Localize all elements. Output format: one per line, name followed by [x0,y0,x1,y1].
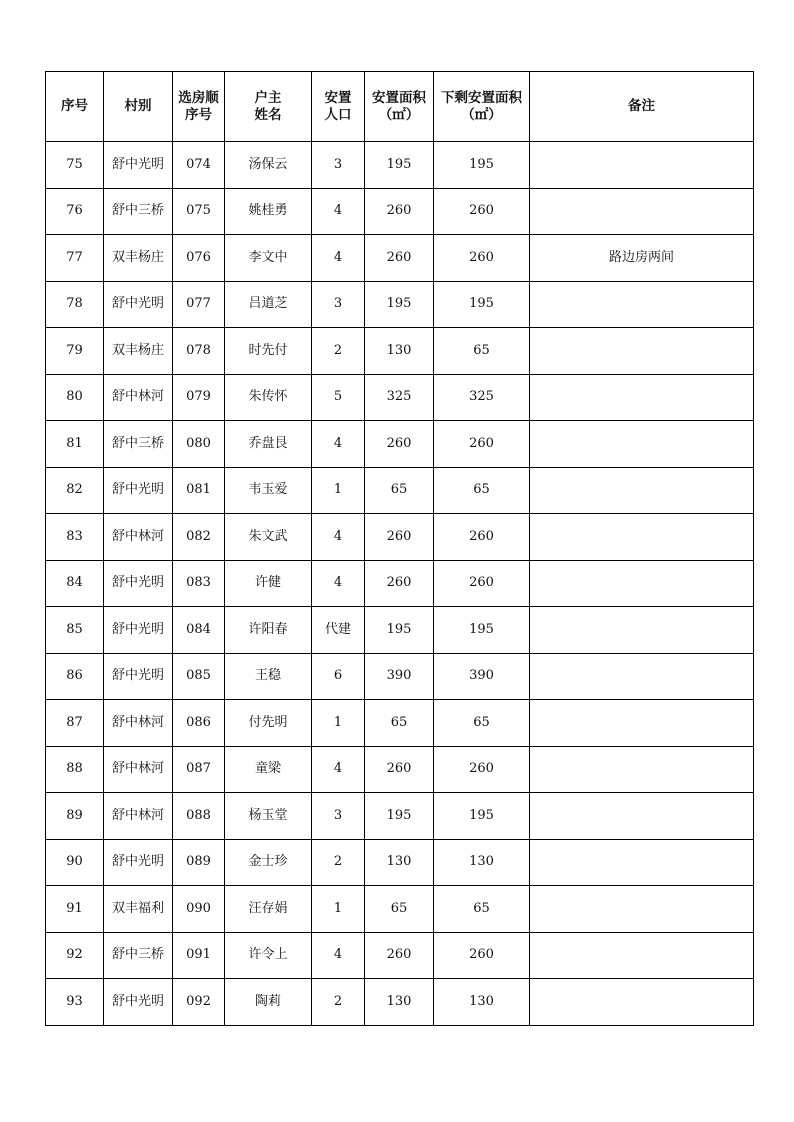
header-population [312,72,365,142]
cell-order: 081 [173,467,225,514]
cell-village: 双丰杨庄 [104,235,173,282]
cell-order: 088 [173,793,225,840]
cell-area: 260 [365,188,434,235]
table-row [46,746,754,793]
cell-remain: 260 [434,560,530,607]
cell-pop: 4 [312,188,365,235]
cell-pop: 4 [312,235,365,282]
cell-note [530,560,754,607]
header-order-line2: 序号 [185,106,212,123]
cell-note [530,886,754,933]
cell-area: 260 [365,421,434,468]
cell-village: 舒中三桥 [104,188,173,235]
cell-note [530,188,754,235]
cell-seq: 82 [46,467,104,514]
cell-order: 080 [173,421,225,468]
cell-area: 260 [365,514,434,561]
table-row [46,421,754,468]
table-row [46,188,754,235]
cell-pop: 3 [312,281,365,328]
cell-area: 195 [365,142,434,189]
table-row [46,653,754,700]
cell-seq: 89 [46,793,104,840]
cell-note [530,746,754,793]
cell-owner: 王稳 [225,653,312,700]
cell-pop: 5 [312,374,365,421]
cell-order: 083 [173,560,225,607]
cell-remain: 260 [434,421,530,468]
cell-village: 舒中三桥 [104,421,173,468]
cell-seq: 91 [46,886,104,933]
cell-village: 双丰福利 [104,886,173,933]
cell-owner: 付先明 [225,700,312,747]
cell-area: 390 [365,653,434,700]
cell-seq: 80 [46,374,104,421]
cell-pop: 4 [312,514,365,561]
cell-seq: 85 [46,607,104,654]
cell-pop: 3 [312,793,365,840]
cell-village: 舒中林河 [104,746,173,793]
cell-pop: 4 [312,421,365,468]
cell-area: 260 [365,932,434,979]
table-row [46,560,754,607]
cell-order: 089 [173,839,225,886]
cell-area: 260 [365,235,434,282]
cell-village: 舒中光明 [104,142,173,189]
header-owner [225,72,312,142]
header-note: 备注 [530,72,754,142]
cell-area: 65 [365,886,434,933]
cell-remain: 195 [434,793,530,840]
cell-remain: 65 [434,700,530,747]
header-owner-line2: 姓名 [254,106,282,123]
cell-remain: 195 [434,142,530,189]
table-row [46,235,754,282]
cell-pop: 代建 [312,607,365,654]
cell-remain: 260 [434,235,530,282]
cell-village: 舒中三桥 [104,932,173,979]
cell-note [530,839,754,886]
header-remaining-area [434,72,530,142]
cell-order: 075 [173,188,225,235]
cell-order: 082 [173,514,225,561]
cell-remain: 325 [434,374,530,421]
cell-seq: 90 [46,839,104,886]
cell-owner: 朱文武 [225,514,312,561]
cell-note [530,467,754,514]
cell-village: 舒中林河 [104,793,173,840]
table-row [46,700,754,747]
cell-note [530,142,754,189]
cell-pop: 4 [312,746,365,793]
cell-seq: 75 [46,142,104,189]
cell-order: 079 [173,374,225,421]
cell-area: 195 [365,793,434,840]
cell-owner: 许令上 [225,932,312,979]
cell-note [530,281,754,328]
cell-owner: 杨玉堂 [225,793,312,840]
cell-pop: 2 [312,979,365,1026]
table-row [46,793,754,840]
header-pop-line1: 安置 [324,89,352,106]
cell-area: 260 [365,560,434,607]
cell-owner: 汤保云 [225,142,312,189]
cell-seq: 88 [46,746,104,793]
cell-note [530,700,754,747]
cell-remain: 65 [434,328,530,375]
cell-area: 260 [365,746,434,793]
cell-village: 舒中林河 [104,374,173,421]
cell-remain: 130 [434,839,530,886]
cell-pop: 1 [312,700,365,747]
cell-owner: 李文中 [225,235,312,282]
table-row [46,607,754,654]
resettlement-table [45,71,754,1026]
cell-remain: 260 [434,514,530,561]
cell-village: 舒中光明 [104,607,173,654]
cell-pop: 1 [312,886,365,933]
cell-remain: 65 [434,886,530,933]
cell-pop: 4 [312,560,365,607]
table-row [46,514,754,561]
cell-seq: 76 [46,188,104,235]
cell-owner: 童梁 [225,746,312,793]
table-row [46,979,754,1026]
cell-village: 舒中光明 [104,560,173,607]
header-order-line1: 选房顺 [178,89,219,106]
cell-village: 舒中光明 [104,979,173,1026]
cell-village: 舒中林河 [104,514,173,561]
cell-remain: 195 [434,607,530,654]
cell-owner: 汪存娟 [225,886,312,933]
cell-pop: 1 [312,467,365,514]
cell-village: 舒中光明 [104,281,173,328]
cell-order: 076 [173,235,225,282]
cell-pop: 6 [312,653,365,700]
cell-pop: 3 [312,142,365,189]
table-row [46,374,754,421]
cell-remain: 195 [434,281,530,328]
cell-order: 074 [173,142,225,189]
cell-owner: 许健 [225,560,312,607]
header-row [46,72,754,142]
cell-seq: 93 [46,979,104,1026]
cell-area: 130 [365,979,434,1026]
cell-area: 65 [365,467,434,514]
cell-owner: 吕道芝 [225,281,312,328]
header-owner-line1: 户主 [254,89,282,106]
cell-order: 090 [173,886,225,933]
cell-order: 091 [173,932,225,979]
header-order [173,72,225,142]
cell-seq: 77 [46,235,104,282]
cell-area: 130 [365,328,434,375]
table-body [46,142,754,1026]
cell-note [530,514,754,561]
cell-note [530,421,754,468]
header-area-line2: （㎡） [378,106,420,123]
header-remain-line2: （㎡） [461,106,502,123]
cell-owner: 朱传怀 [225,374,312,421]
cell-seq: 79 [46,328,104,375]
cell-remain: 260 [434,746,530,793]
header-area-line1: 安置面积 [372,89,426,106]
cell-village: 双丰杨庄 [104,328,173,375]
cell-owner: 姚桂勇 [225,188,312,235]
table-row [46,281,754,328]
cell-village: 舒中光明 [104,467,173,514]
cell-area: 195 [365,607,434,654]
cell-remain: 65 [434,467,530,514]
cell-note [530,932,754,979]
cell-area: 130 [365,839,434,886]
cell-note [530,607,754,654]
cell-order: 086 [173,700,225,747]
cell-owner: 许阳春 [225,607,312,654]
cell-note [530,653,754,700]
cell-village: 舒中林河 [104,700,173,747]
cell-area: 65 [365,700,434,747]
table-row [46,328,754,375]
cell-seq: 83 [46,514,104,561]
cell-owner: 韦玉爱 [225,467,312,514]
header-pop-line2: 人口 [324,106,352,123]
cell-note [530,374,754,421]
cell-seq: 87 [46,700,104,747]
cell-order: 078 [173,328,225,375]
cell-owner: 陶莉 [225,979,312,1026]
cell-remain: 260 [434,188,530,235]
table-row [46,467,754,514]
cell-seq: 92 [46,932,104,979]
cell-remain: 390 [434,653,530,700]
cell-order: 092 [173,979,225,1026]
cell-owner: 金士珍 [225,839,312,886]
cell-village: 舒中光明 [104,653,173,700]
cell-order: 077 [173,281,225,328]
cell-pop: 2 [312,328,365,375]
cell-note [530,793,754,840]
cell-area: 195 [365,281,434,328]
table-row [46,839,754,886]
cell-order: 085 [173,653,225,700]
table-row [46,932,754,979]
cell-seq: 86 [46,653,104,700]
header-area [365,72,434,142]
cell-remain: 260 [434,932,530,979]
cell-owner: 乔盘艮 [225,421,312,468]
cell-seq: 78 [46,281,104,328]
cell-pop: 4 [312,932,365,979]
cell-owner: 时先付 [225,328,312,375]
cell-area: 325 [365,374,434,421]
cell-seq: 84 [46,560,104,607]
cell-note: 路边房两间 [530,235,754,282]
cell-village: 舒中光明 [104,839,173,886]
cell-order: 084 [173,607,225,654]
cell-pop: 2 [312,839,365,886]
table-row [46,142,754,189]
header-seq: 序号 [46,72,104,142]
header-village: 村别 [104,72,173,142]
header-remain-line1: 下剩安置面积 [441,89,522,106]
cell-note [530,979,754,1026]
cell-remain: 130 [434,979,530,1026]
cell-seq: 81 [46,421,104,468]
table-row [46,886,754,933]
cell-order: 087 [173,746,225,793]
cell-note [530,328,754,375]
